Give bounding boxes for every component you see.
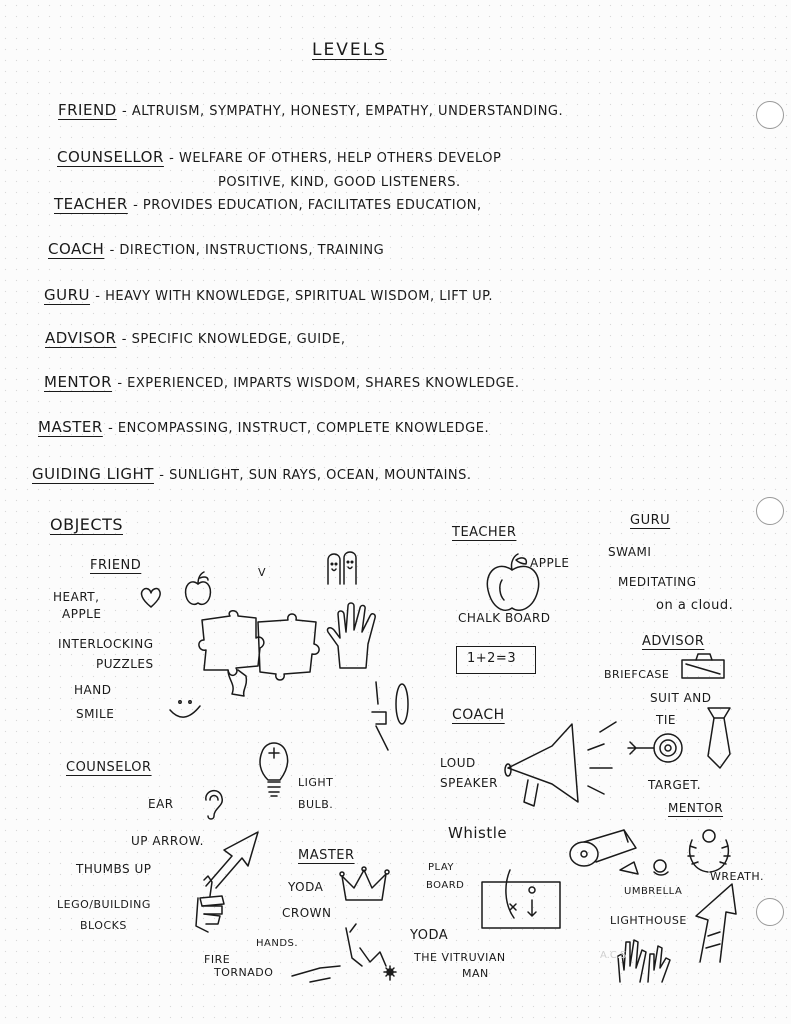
guru-heading: GURU: [630, 513, 671, 528]
objects-heading: OBJECTS: [50, 515, 123, 534]
level-mentor: [44, 373, 520, 391]
target-icon: [626, 728, 686, 770]
advisor-item-tie: TIE: [656, 713, 676, 727]
small-shapes-icon: [614, 852, 674, 882]
master-item-vitruvian: THE VITRUVIAN: [414, 951, 506, 964]
guru-item-swami: SWAMI: [608, 545, 652, 559]
level-guru: [44, 286, 493, 304]
friend-item-apple: APPLE: [62, 607, 102, 621]
master-item-yoda-2: YODA: [410, 928, 449, 943]
puzzle-pieces-icon: [196, 610, 322, 702]
level-master: [38, 418, 489, 436]
mentor-item-umbrella: UMBRELLA: [624, 886, 683, 897]
lighthouse-icon: [680, 880, 756, 964]
fire-tornado-icon: [290, 918, 410, 988]
teacher-chalkboard-label: CHALK BOARD: [458, 611, 551, 625]
coach-heading: COACH: [452, 707, 505, 723]
watermark: A.C.S: [600, 950, 627, 961]
master-item-crown: CROWN: [282, 906, 332, 920]
counselor-item-blocks: BLOCKS: [80, 919, 127, 932]
advisor-item-target: TARGET.: [648, 778, 702, 792]
counselor-item-ear: EAR: [148, 797, 174, 811]
teacher-heading: TEACHER: [452, 525, 517, 540]
master-item-yoda: YODA: [288, 880, 324, 894]
friend-item-smile: SMILE: [76, 707, 115, 721]
level-friend: [58, 101, 563, 119]
level-desc: - WELFARE OF OTHERS, HELP OTHERS DEVELOP: [169, 151, 502, 166]
light-bulb-icon: [256, 734, 292, 804]
level-term: COUNSELLOR: [57, 148, 164, 166]
level-desc-cont: POSITIVE, KIND, GOOD LISTENERS.: [218, 175, 461, 190]
chalkboard-icon: [456, 646, 536, 674]
advisor-item-suit: SUIT AND: [650, 691, 712, 705]
guru-item-cloud: on a cloud.: [656, 598, 734, 613]
master-item-fire: FIRE: [204, 953, 231, 966]
small-v-mark: V: [258, 566, 267, 579]
level-term: ADVISOR: [45, 329, 117, 347]
friend-item-hand: HAND: [74, 683, 112, 697]
friend-item-interlocking: INTERLOCKING: [58, 637, 154, 651]
counselor-heading: COUNSELOR: [66, 760, 152, 775]
teacher-apple-label: APPLE: [530, 556, 570, 570]
page-title: LEVELS: [312, 40, 387, 60]
hand-icon: [326, 598, 388, 670]
apple-big-icon: [482, 552, 544, 616]
advisor-item-briefcase: BRIEFCASE: [604, 668, 670, 681]
play-board-icon: [480, 864, 564, 930]
megaphone-icon: [504, 716, 644, 820]
chalkboard-text: 1+2=3: [467, 651, 517, 666]
master-item-tornado: TORNADO: [214, 966, 274, 979]
coach-item-loud: LOUD: [440, 756, 476, 770]
level-term: GUIDING LIGHT: [32, 465, 154, 483]
counselor-item-thumbs-up: THUMBS UP: [76, 862, 152, 876]
master-heading: MASTER: [298, 848, 355, 863]
level-term: TEACHER: [54, 195, 128, 213]
level-counsellor: [57, 148, 501, 166]
level-desc: - ALTRUISM, SYMPATHY, HONESTY, EMPATHY, UNDERSTANDING.: [122, 104, 564, 119]
level-desc: - SUNLIGHT, SUN RAYS, OCEAN, MOUNTAINS.: [159, 468, 472, 483]
level-desc: - HEAVY WITH KNOWLEDGE, SPIRITUAL WISDOM, LIFT UP.: [95, 289, 494, 304]
master-item-man: MAN: [462, 967, 489, 980]
binder-hole-middle: [756, 497, 784, 525]
tie-icon: [704, 706, 734, 770]
thumbs-up-icon: [194, 874, 234, 934]
level-desc: - SPECIFIC KNOWLEDGE, GUIDE,: [121, 332, 346, 347]
coach-item-whistle: Whistle: [448, 824, 508, 842]
binder-hole-top: [756, 101, 784, 129]
finger-puppets-icon: [324, 550, 362, 586]
heart-icon: [138, 584, 164, 610]
play-board-label-2: BOARD: [426, 880, 465, 891]
level-coach: [48, 240, 384, 258]
level-term: FRIEND: [58, 101, 117, 119]
smile-icon: [166, 696, 206, 726]
thumbs-mark-icon: [364, 676, 412, 752]
level-desc: - EXPERIENCED, IMPARTS WISDOM, SHARES KNOWLEDGE.: [117, 376, 520, 391]
advisor-heading: ADVISOR: [642, 634, 705, 649]
level-desc: - ENCOMPASSING, INSTRUCT, COMPLETE KNOWLEDGE.: [108, 421, 490, 436]
level-advisor: [45, 329, 345, 347]
play-board-label-1: PLAY: [428, 862, 455, 873]
level-term: MENTOR: [44, 373, 113, 391]
binder-hole-bottom: [756, 898, 784, 926]
friend-item-heart: HEART,: [53, 590, 100, 604]
level-counsellor-cont: [218, 175, 461, 190]
level-term: GURU: [44, 286, 91, 304]
friend-heading: FRIEND: [90, 558, 142, 573]
counselor-item-lego: LEGO/BUILDING: [57, 898, 151, 911]
apple-icon: [182, 570, 214, 610]
briefcase-icon: [680, 652, 728, 682]
level-term: MASTER: [38, 418, 103, 436]
mentor-heading: MENTOR: [668, 801, 724, 815]
light-bulb-label: LIGHT BULB.: [298, 776, 334, 811]
counselor-item-up-arrow: UP ARROW.: [131, 834, 204, 848]
master-item-hands: HANDS.: [256, 938, 299, 949]
level-term: COACH: [48, 240, 105, 258]
ear-icon: [200, 786, 226, 822]
mentor-item-wreath: WREATH.: [710, 870, 764, 883]
guru-item-meditating: MEDITATING: [618, 575, 697, 589]
crown-icon: [340, 866, 390, 906]
mentor-item-lighthouse: LIGHTHOUSE: [610, 914, 687, 927]
level-desc: - DIRECTION, INSTRUCTIONS, TRAINING: [109, 243, 385, 258]
friend-item-puzzles: PUZZLES: [96, 657, 154, 671]
coach-item-speaker: SPEAKER: [440, 776, 498, 790]
level-guiding-light: [32, 465, 472, 483]
level-desc: - PROVIDES EDUCATION, FACILITATES EDUCATION,: [133, 198, 482, 213]
level-teacher: [54, 195, 482, 213]
